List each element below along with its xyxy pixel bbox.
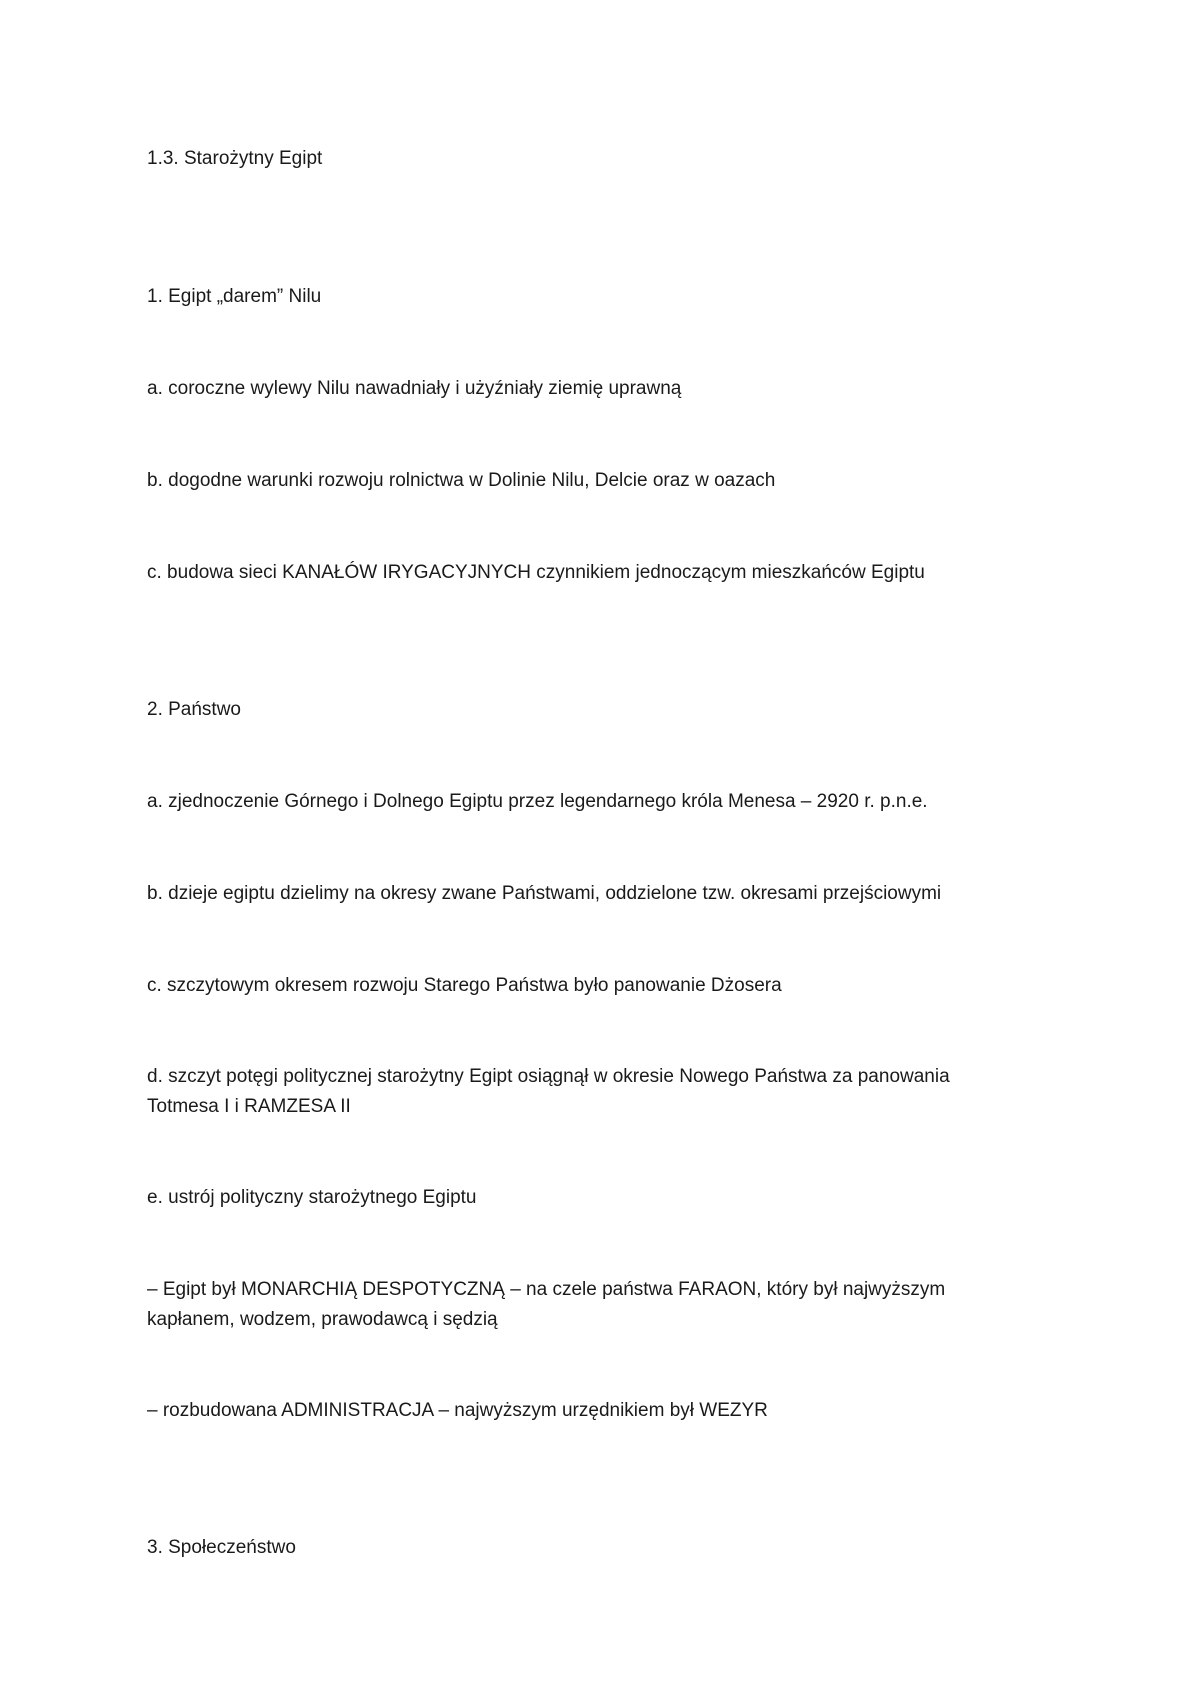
section-2-item-a: a. zjednoczenie Górnego i Dolnego Egiptu przez legendarnego króla Menesa – 2920 r. p.n.e. xyxy=(147,791,928,812)
section-1-item-b: b. dogodne warunki rozwoju rolnictwa w Dolinie Nilu, Delcie oraz w oazach xyxy=(147,470,776,491)
section-1-item-c: c. budowa sieci KANAŁÓW IRYGACYJNYCH czynnikiem jednoczącym mieszkańców Egiptu xyxy=(147,562,925,583)
section-2-heading: 2. Państwo xyxy=(147,699,241,720)
document-title: 1.3. Starożytny Egipt xyxy=(147,148,323,169)
section-2-dash-monarchy: – Egipt był MONARCHIĄ DESPOTYCZNĄ – na czele państwa FARAON, który był najwyższym kapłanem, wodzem, prawodawcą i sędzią xyxy=(147,1279,946,1330)
section-2-dash-administration: – rozbudowana ADMINISTRACJA – najwyższym urzędnikiem był WEZYR xyxy=(147,1400,768,1421)
section-3-heading: 3. Społeczeństwo xyxy=(147,1537,296,1558)
section-2-item-d: d. szczyt potęgi politycznej starożytny Egipt osiągnął w okresie Nowego Państwa za panowania Totmesa I i RAMZESA II xyxy=(147,1066,950,1117)
section-2-item-b: b. dzieje egiptu dzielimy na okresy zwane Państwami, oddzielone tzw. okresami przejściowymi xyxy=(147,883,942,904)
section-1-heading: 1. Egipt „darem” Nilu xyxy=(147,286,322,307)
section-1-item-a: a. coroczne wylewy Nilu nawadniały i użyźniały ziemię uprawną xyxy=(147,378,682,399)
section-2-item-c: c. szczytowym okresem rozwoju Starego Państwa było panowanie Dżosera xyxy=(147,975,782,996)
section-2-item-e: e. ustrój polityczny starożytnego Egiptu xyxy=(147,1187,477,1208)
